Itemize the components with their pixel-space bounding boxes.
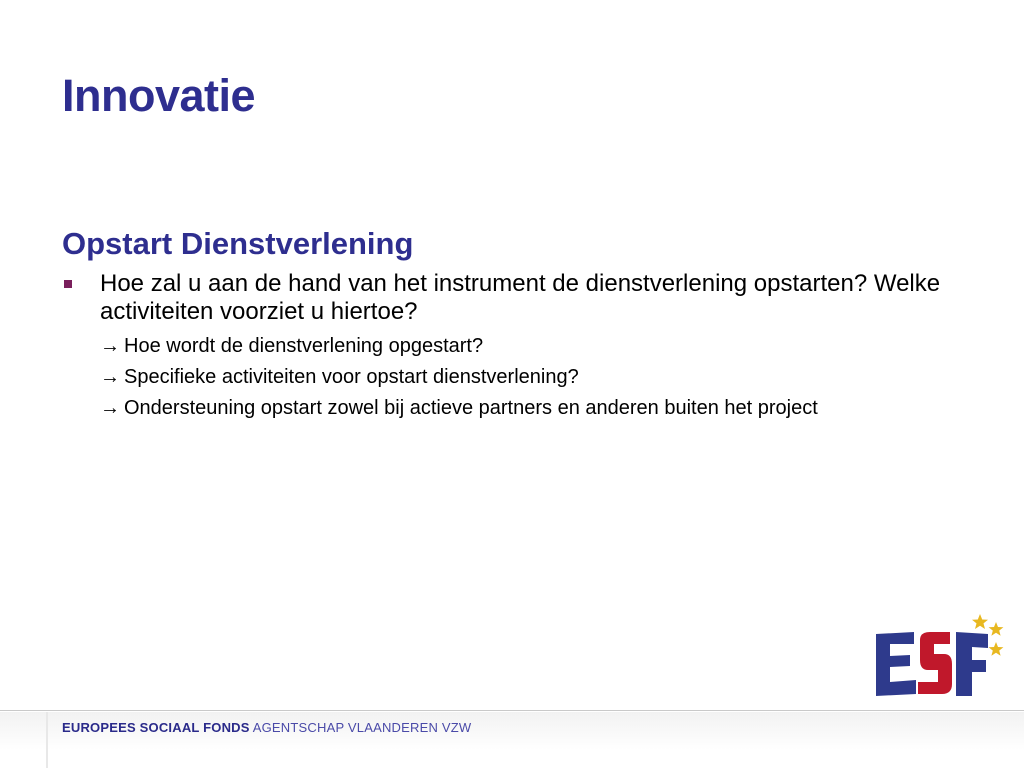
footer-org-name: EUROPEES SOCIAAL FONDS <box>62 720 250 735</box>
arrow-right-icon: → <box>100 335 120 357</box>
slide-title: Innovatie <box>62 70 256 121</box>
sub-item-text: Ondersteuning opstart zowel bij actieve partners en anderen buiten het project <box>124 397 818 419</box>
arrow-right-icon: → <box>100 397 120 419</box>
sub-item-text: Specifieke activiteiten voor opstart dienstverlening? <box>124 366 579 388</box>
bullet-text: Hoe zal u aan de hand van het instrument de dienstverlening opstarten? Welke activiteiten voorziet u hiertoe? <box>100 270 941 325</box>
list-item <box>62 270 942 326</box>
sub-list-item <box>62 396 942 420</box>
footer-accent-bar <box>46 712 48 768</box>
footer-divider <box>0 710 1024 711</box>
section-heading: Opstart Dienstverlening <box>62 226 414 261</box>
footer-caption <box>62 720 471 735</box>
sub-list-item <box>62 365 942 389</box>
footer-agency-name: AGENTSCHAP VLAANDEREN VZW <box>252 720 472 735</box>
arrow-right-icon: → <box>100 366 120 388</box>
sub-list <box>62 334 942 420</box>
sub-item-text: Hoe wordt de dienstverlening opgestart? <box>124 335 484 357</box>
esf-logo-icon <box>872 612 1012 704</box>
sub-list-item <box>62 334 942 358</box>
square-bullet-icon <box>64 280 72 288</box>
bullet-list <box>62 270 942 427</box>
